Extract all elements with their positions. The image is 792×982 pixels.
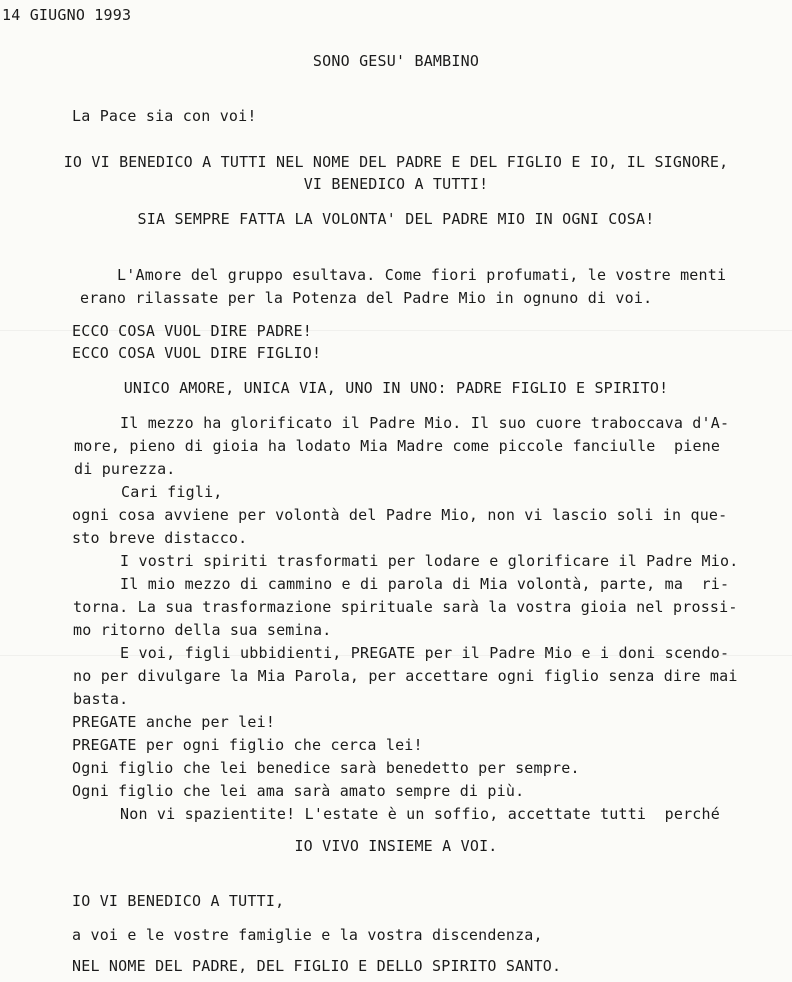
paragraph-2-line-2: more, pieno di gioia ha lodato Mia Madre come piccole fanciulle piene (74, 437, 721, 455)
paragraph-3-line-2: sto breve distacco. (72, 529, 248, 547)
paragraph-2-line-3: di purezza. (74, 460, 176, 478)
pregate-lei-line: PREGATE anche per lei! (72, 713, 276, 731)
ecco-figlio-line: ECCO COSA VUOL DIRE FIGLIO! (72, 344, 322, 362)
paragraph-5-line-3: mo ritorno della sua semina. (73, 621, 332, 639)
pregate-figlio-line: PREGATE per ogni figlio che cerca lei! (72, 736, 423, 754)
io-vivo-line: IO VIVO INSIEME A VOI. (294, 837, 498, 855)
greeting: La Pace sia con voi! (72, 107, 257, 125)
blessing-line-1: IO VI BENEDICO A TUTTI NEL NOME DEL PADRE E DEL FIGLIO E IO, IL SIGNORE, (63, 153, 729, 171)
paragraph-6-line-2: no per divulgare la Mia Parola, per accettare ogni figlio senza dire mai (73, 667, 738, 685)
closing-line-1: IO VI BENEDICO A TUTTI, (72, 892, 285, 910)
paragraph-1-line-1: L'Amore del gruppo esultava. Come fiori profumati, le vostre menti (117, 266, 727, 284)
paragraph-4-line-1: I vostri spiriti trasformati per lodare e glorificare il Padre Mio. (120, 552, 739, 570)
benedice-line: Ogni figlio che lei benedice sarà benedetto per sempre. (72, 759, 580, 777)
spazientite-line: Non vi spazientite! L'estate è un soffio, accettate tutti perché (120, 805, 720, 823)
ecco-padre-line: ECCO COSA VUOL DIRE PADRE! (72, 322, 312, 340)
paragraph-6-line-3: basta. (73, 690, 129, 708)
document-title: SONO GESU' BAMBINO (312, 52, 480, 70)
paragraph-3-line-1: ogni cosa avviene per volontà del Padre Mio, non vi lascio soli in que- (72, 506, 728, 524)
blessing-line-2: VI BENEDICO A TUTTI! (303, 175, 489, 193)
will-line: SIA SEMPRE FATTA LA VOLONTA' DEL PADRE MIO IN OGNI COSA! (137, 210, 655, 228)
closing-line-2: a voi e le vostre famiglie e la vostra discendenza, (72, 926, 543, 944)
closing-line-3: NEL NOME DEL PADRE, DEL FIGLIO E DELLO SPIRITO SANTO. (72, 957, 562, 975)
paragraph-6-line-1: E voi, figli ubbidienti, PREGATE per il Padre Mio e i doni scendo- (120, 644, 730, 662)
unico-amore-line: UNICO AMORE, UNICA VIA, UNO IN UNO: PADRE FIGLIO E SPIRITO! (123, 379, 669, 397)
ama-line: Ogni figlio che lei ama sarà amato sempre di più. (72, 782, 525, 800)
cari-figli-line: Cari figli, (121, 483, 223, 501)
paragraph-5-line-1: Il mio mezzo di cammino e di parola di Mia volontà, parte, ma ri- (120, 575, 730, 593)
paragraph-2-line-1: Il mezzo ha glorificato il Padre Mio. Il suo cuore traboccava d'A- (120, 414, 730, 432)
paragraph-5-line-2: torna. La sua trasformazione spirituale sarà la vostra gioia nel prossi- (73, 598, 738, 616)
paragraph-1-line-2: erano rilassate per la Potenza del Padre Mio in ognuno di voi. (80, 289, 653, 307)
document-date: 14 GIUGNO 1993 (2, 6, 132, 24)
